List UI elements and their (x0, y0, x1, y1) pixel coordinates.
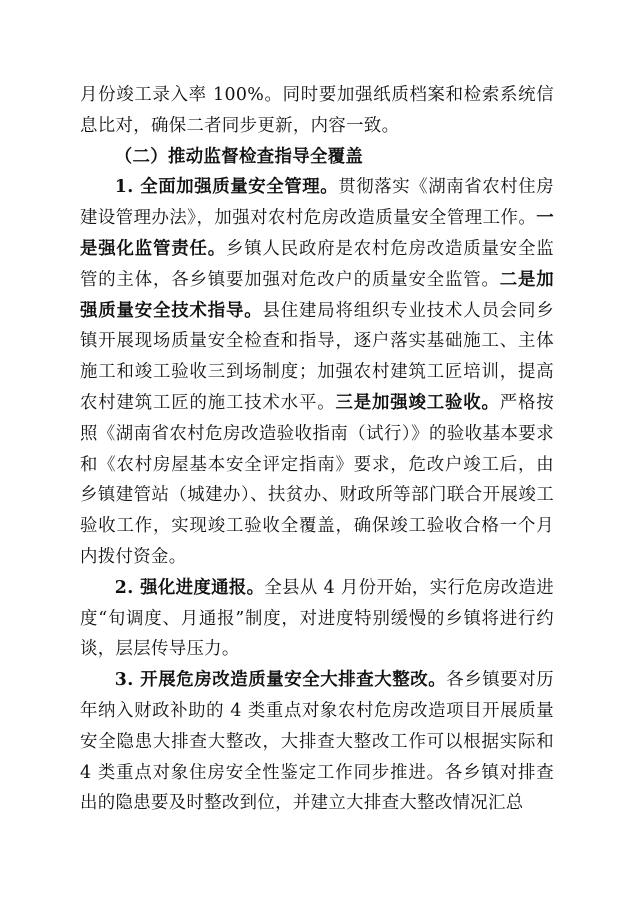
text-quality-safety-intro: 贯彻落实《湖南省农村住房建设管理办法》，加强对农村危房改造质量安全管理工作。 (80, 177, 554, 229)
point-title-tech-guidance: 二是加强质量安全技术指导。 (80, 269, 554, 321)
text-progress-report: 全县从 4 月份开始，实行危房改造进度“旬调度、月通报”制度，对进度特别缓慢的乡镇将进行约谈，层层传导压力。 (80, 577, 554, 660)
document-page (80, 80, 554, 819)
section-heading-supervision: （二）推动监督检查指导全覆盖 (114, 146, 364, 167)
paragraph-quality-safety (80, 172, 554, 572)
item-title-quality-safety: 1. 全面加强质量安全管理。 (114, 177, 339, 198)
item-title-inspection: 3. 开展危房改造质量安全大排查大整改。 (114, 670, 447, 691)
paragraph-progress-report (80, 573, 554, 665)
paragraph-archive-sync: 月份竣工录入率 100%。同时要加强纸质档案和检索系统信息比对，确保二者同步更新，内容一致。 (80, 85, 554, 136)
text-acceptance: 严格按照《湖南省农村危房改造验收指南（试行）》的验收基本要求和《农村房屋基本安全评定指南》要求，危改户竣工后，由乡镇建管站（城建办）、扶贫办、财政所等部门联合开展竣工验收工作，实现竣工验收全覆盖，确保竣工验收合格一个月内拨付资金。 (80, 392, 554, 567)
paragraph-inspection-rectification (80, 665, 554, 819)
text-inspection: 各乡镇要对历年纳入财政补助的 4 类重点对象农村危房改造项目开展质量安全隐患大排查大整改，大排查大整改工作可以根据实际和 4 类重点对象住房安全性鉴定工作同步推进。各乡镇对排查出的隐患要及时整改到位，并建立大排查大整改情况汇总 (80, 670, 554, 814)
item-title-progress-report: 2. 强化进度通报。 (114, 577, 265, 598)
point-title-acceptance: 三是加强竣工验收。 (335, 392, 500, 413)
text-responsibility: 乡镇人民政府是农村危房改造质量安全监管的主体，各乡镇要加强对危改户的质量安全监管。 (80, 238, 554, 290)
text-tech-guidance: 县住建局将组织专业技术人员会同乡镇开展现场质量安全检查和指导，逐户落实基础施工、主体施工和竣工验收三到场制度；加强农村建筑工匠培训，提高农村建筑工匠的施工技术水平。 (80, 300, 554, 413)
point-title-responsibility: 一是强化监管责任。 (80, 208, 554, 259)
